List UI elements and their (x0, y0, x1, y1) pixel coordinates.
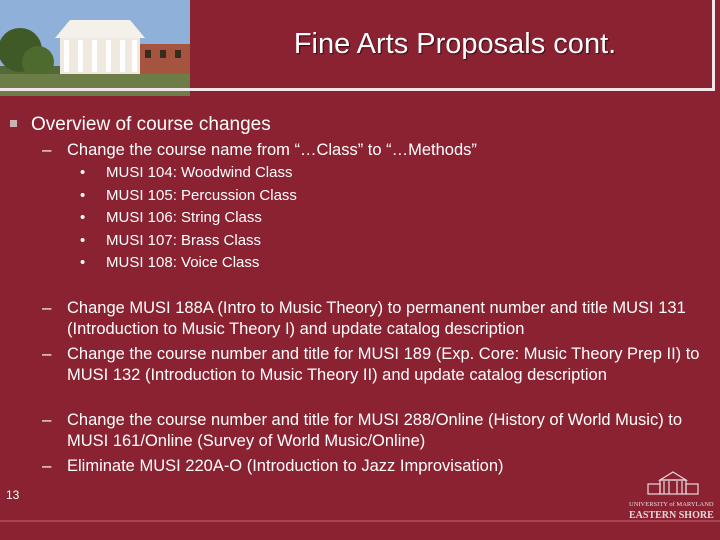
square-bullet-icon (10, 120, 17, 127)
slide-number: 13 (6, 488, 20, 502)
dot-bullet-icon: • (80, 254, 86, 271)
slide-title: Fine Arts Proposals cont. (293, 28, 617, 60)
dash-bullet: – (42, 344, 52, 363)
change-item: Eliminate MUSI 220A-O (Introduction to Jazz Improvisation) (67, 457, 504, 475)
dot-bullet-icon: • (80, 187, 86, 204)
outline-heading (10, 114, 271, 136)
svg-text:UNIVERSITY of MARYLAND: UNIVERSITY of MARYLAND (629, 501, 714, 508)
course-item: • MUSI 105: Percussion Class (80, 187, 297, 204)
campus-building-photo (0, 0, 190, 96)
horizontal-rule (0, 88, 715, 91)
dot-bullet-icon: • (80, 232, 86, 249)
footer-rule (0, 520, 720, 522)
svg-text:EASTERN SHORE: EASTERN SHORE (629, 510, 714, 521)
change-item: Change the course number and title for MUSI 189 (Exp. Core: Music Theory Prep II) to MUSI 132 (Introduction to Music Theory II) and update catalog description (67, 345, 700, 384)
dot-bullet-icon: • (80, 209, 86, 226)
change-item: Change the course number and title for MUSI 288/Online (History of World Music) to MUSI 161/Online (Survey of World Music/Online) (67, 411, 683, 450)
dash-bullet: – (42, 456, 52, 475)
dash-bullet: – (42, 298, 52, 317)
dot-bullet-icon: • (80, 164, 86, 181)
course-item: • MUSI 104: Woodwind Class (80, 164, 293, 181)
dash-bullet: – (42, 140, 52, 159)
course-item: • MUSI 107: Brass Class (80, 232, 262, 249)
outline-heading-text: Overview of course changes (31, 114, 271, 135)
course-item: • MUSI 106: String Class (80, 209, 262, 226)
change-item: Change MUSI 188A (Intro to Music Theory) to permanent number and title MUSI 131 (Introduction to Music Theory I) and update catalog description (67, 299, 686, 338)
dash-bullet: – (42, 410, 52, 429)
course-item: • MUSI 108: Voice Class (80, 254, 260, 271)
vertical-rule (712, 0, 715, 90)
rename-label: Change the course name from “…Class” to “…Methods” (67, 141, 477, 159)
umes-logo (626, 468, 720, 526)
